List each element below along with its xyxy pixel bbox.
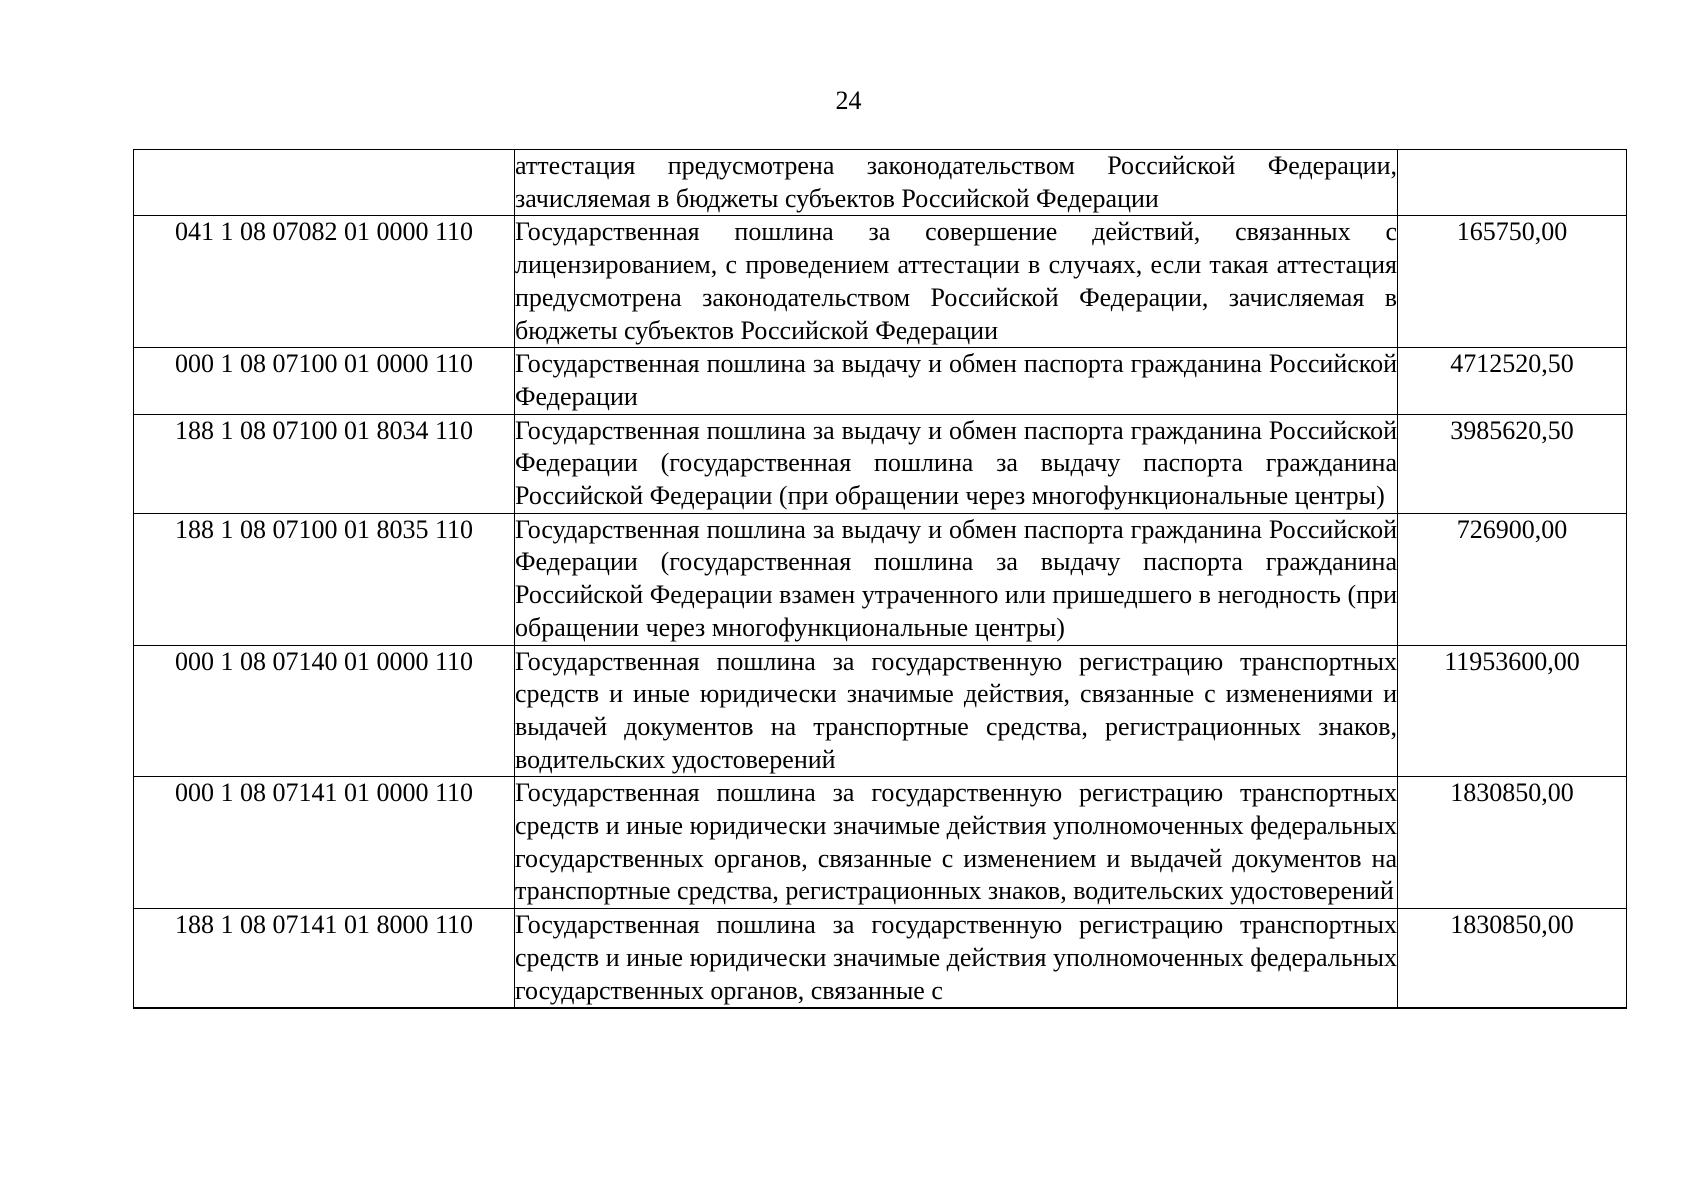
amount-cell: 1830850,00 [1398, 909, 1627, 1009]
amount-cell: 11953600,00 [1398, 645, 1627, 777]
table-row [134, 909, 1627, 1009]
amount-cell: 3985620,50 [1398, 414, 1627, 513]
table-row [134, 777, 1627, 909]
budget-code-cell [134, 150, 515, 216]
amount-cell [1398, 150, 1627, 216]
budget-code-cell: 041 1 08 07082 01 0000 110 [134, 216, 515, 348]
budget-revenue-table [133, 149, 1627, 1009]
page-number: 24 [835, 86, 862, 115]
revenue-name-cell: Государственная пошлина за государственную регистрацию транспортных средств и иные юридически значимые действия, связанные с изменениями и выдачей документов на транспортные средства, регистрационных знаков, водительских удостоверений [515, 645, 1398, 777]
revenue-name-cell: Государственная пошлина за выдачу и обмен паспорта гражданина Российской Федерации (государственная пошлина за выдачу паспорта гражданина Российской Федерации (при обращении через многофункциональные центры) [515, 414, 1398, 513]
amount-cell: 165750,00 [1398, 216, 1627, 348]
revenue-name-cell: Государственная пошлина за выдачу и обмен паспорта гражданина Российской Федерации (государственная пошлина за выдачу паспорта гражданина Российской Федерации взамен утраченного или пришедшего в негодность (при обращении через многофункциональные центры) [515, 513, 1398, 645]
amount-cell: 1830850,00 [1398, 777, 1627, 909]
revenue-name-cell: аттестация предусмотрена законодательством Российской Федерации, зачисляемая в бюджеты субъектов Российской Федерации [515, 150, 1398, 216]
table-row [134, 414, 1627, 513]
table-row [134, 150, 1627, 216]
amount-cell: 726900,00 [1398, 513, 1627, 645]
budget-code-cell: 188 1 08 07100 01 8034 110 [134, 414, 515, 513]
revenue-name-cell: Государственная пошлина за совершение действий, связанных с лицензированием, с проведением аттестации в случаях, если такая аттестация предусмотрена законодательством Российской Федерации, зачисляемая в бюджеты субъектов Российской Федерации [515, 216, 1398, 348]
budget-code-cell: 188 1 08 07100 01 8035 110 [134, 513, 515, 645]
budget-code-cell: 000 1 08 07100 01 0000 110 [134, 348, 515, 414]
amount-cell: 4712520,50 [1398, 348, 1627, 414]
revenue-name-cell: Государственная пошлина за государственную регистрацию транспортных средств и иные юридически значимые действия уполномоченных федеральных государственных органов, связанные с [515, 909, 1398, 1009]
table-row [134, 645, 1627, 777]
revenue-name-cell: Государственная пошлина за выдачу и обмен паспорта гражданина Российской Федерации [515, 348, 1398, 414]
budget-code-cell: 188 1 08 07141 01 8000 110 [134, 909, 515, 1009]
revenue-name-cell: Государственная пошлина за государственную регистрацию транспортных средств и иные юридически значимые действия уполномоченных федеральных государственных органов, связанные с изменением и выдачей документов на транспортные средства, регистрационных знаков, водительских удостоверений [515, 777, 1398, 909]
budget-code-cell: 000 1 08 07140 01 0000 110 [134, 645, 515, 777]
table-row [134, 216, 1627, 348]
table-row [134, 513, 1627, 645]
table-row [134, 348, 1627, 414]
budget-code-cell: 000 1 08 07141 01 0000 110 [134, 777, 515, 909]
